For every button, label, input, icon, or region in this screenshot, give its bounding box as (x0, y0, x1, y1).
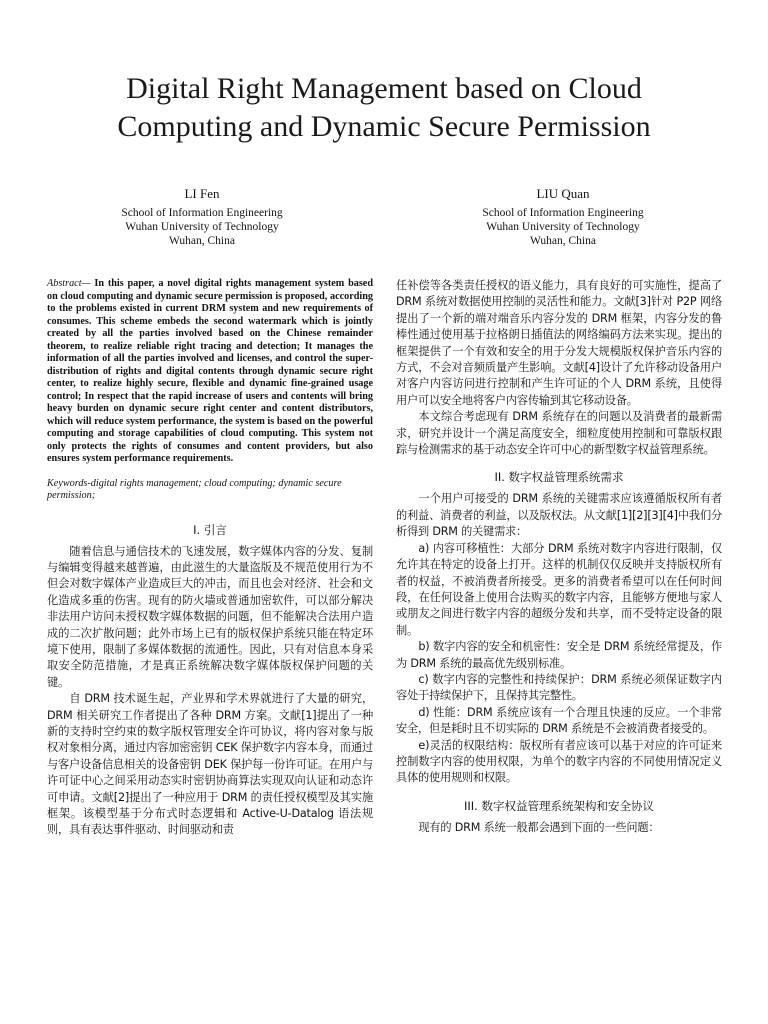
section-heading-introduction: I. 引言 (193, 522, 227, 537)
author-block-2 (433, 187, 693, 248)
list-item: a) 内容可移植性：大部分 DRM 系统对数字内容进行限制，仅允许其在特定的设备上打开。这样的机制仅仅反映并支持版权所有者的权益，不被消费者所接受。更多的消费者希望可以在任何时间段，在任何设备上使用合法购买的数字内容，且能够方便地与家人或朋友之间进行数字内容的超级分发和共享，而不受特定设备的限制。 (396, 541, 722, 637)
right-column (396, 278, 722, 836)
author-name: LI Fen (184, 186, 220, 201)
author-school: School of Information Engineering (121, 207, 283, 219)
author-location: Wuhan, China (530, 235, 596, 247)
author-university: Wuhan University of Technology (486, 221, 640, 233)
body-paragraph: 现有的 DRM 系统一般都会遇到下面的一些问题： (418, 820, 660, 834)
author-location: Wuhan, China (169, 235, 235, 247)
body-paragraph: 任补偿等各类责任授权的语义能力，具有良好的可实施性，提高了 DRM 系统对数据使用控制的灵活性和能力。文献[3]针对 P2P 网络提出了一个新的端对端音乐内容分发的 DRM 框架，内容分发的鲁棒性通过使用基于拉格朗日插值法的网络编码方法来实现。提出的框架提供了一个有效和安全的用于分发大规模版权保护音乐内容的方式，不会对音频质量产生影响。文献[4]设计了允许移动设备用户对客户内容访问进行控制和产生许可证的个人 DRM 系统，且使得用户可以安全地将客户内容传输到其它移动设备。 (396, 279, 722, 407)
author-block-1 (72, 187, 332, 248)
author-university: Wuhan University of Technology (125, 221, 279, 233)
body-paragraph: 随着信息与通信技术的飞速发展，数字媒体内容的分发、复制与编辑变得越来越普遍，由此滋生的大量盗版及不规范使用行为不但会对数字媒体产业造成巨大的冲击，而且也会对经济、社会和文化造成多重的伤害。现有的防火墙或普通加密软件，可以部分解决非法用户访问未授权数字媒体数据的问题，但不能解决合法用户造成的二次扩散问题；此外市场上已有的版权保护系统只能在特定环境下使用，限制了多媒体数据的流通性。因此，只有对信息本身采取安全防范措施，才是真正系统解决数字媒体版权保护问题的关键。 (47, 544, 373, 689)
left-column (47, 278, 373, 839)
abstract (47, 278, 373, 466)
list-item: d) 性能：DRM 系统应该有一个合理且快速的反应。一个非常安全，但是耗时且不切实际的 DRM 系统是不会被消费者接受的。 (396, 705, 722, 736)
body-paragraph: 一个用户可接受的 DRM 系统的关键需求应该遵循版权所有者的利益、消费者的利益，以及版权法。从文献[1][2][3][4]中我们分析得到 DRM 的关键需求： (396, 492, 722, 539)
author-name: LIU Quan (536, 186, 590, 201)
body-paragraph: 本文综合考虑现有 DRM 系统存在的问题以及消费者的最新需求，研究并设计一个满足高度安全，细粒度使用控制和可靠版权跟踪与检测需求的基于动态安全许可中心的新型数字权益管理系统。 (396, 410, 722, 457)
abstract-label: Abstract— (47, 278, 91, 289)
list-item: e)灵活的权限结构：版权所有者应该可以基于对应的许可证来控制数字内容的使用权限，为单个的数字内容的不同使用情况定义具体的使用规则和权限。 (396, 738, 722, 785)
author-school: School of Information Engineering (482, 207, 644, 219)
section-heading-architecture: III. 数字权益管理系统架构和安全协议 (464, 798, 654, 813)
body-paragraph: 自 DRM 技术诞生起，产业界和学术界就进行了大量的研究，DRM 相关研究工作者提出了各种 DRM 方案。文献[1]提出了一种新的支持时空约束的数字版权管理安全许可协议，将内容对象与版权对象相分离，通过内容加密密钥 CEK 保护数字内容本身，而通过与客户设备信息相关的设备密钥 DEK 保护每一份许可证。在用户与许可证中心之间采用动态实时密钥协商算法实现双向认证和动态许可申请。文献[2]提出了一种应用于 DRM 的责任授权模型及其实施框架。该模型基于分布式时态逻辑和 Active-U-Datalog 语法规则，具有表达事件驱动、时间驱动和责 (47, 692, 373, 837)
abstract-text: In this paper, a novel digital rights management system based on cloud computing and dynamic secure permission is proposed, according to the problems existed in current DRM system and new requirements of consumes. This scheme embeds the second watermark which is jointly created by all the parties involved based on the Chinese remainder theorem, to realize reliable right tracing and detection; It manages the information of all the parties involved and licenses, and control the super-distribution of rights and digital contents through dynamic secure right center, to realize highly secure, flexible and dynamic fine-grained usage control; In respect that the rapid increase of users and contents will bring heavy burden on dynamic secure right center and content distributors, which will reduce system performance, the system is based on the powerful computing and storage capabilities of cloud computing. This system not only protects the rights of consumes and content providers, but also ensures system performance requirements. (47, 278, 373, 464)
paper-title: Digital Right Management based on Cloud Computing and Dynamic Secure Permission (117, 72, 651, 143)
section-heading-requirements: II. 数字权益管理系统需求 (494, 470, 624, 485)
list-item: c) 数字内容的完整性和持续保护：DRM 系统必须保证数字内容处于持续保护下，且保持其完整性。 (396, 672, 722, 703)
keywords: Keywords-digital rights management; cloud computing; dynamic secure permission; (47, 477, 342, 501)
list-item: b) 数字内容的安全和机密性：安全是 DRM 系统经常提及，作为 DRM 系统的最高优先级别标准。 (396, 640, 722, 670)
